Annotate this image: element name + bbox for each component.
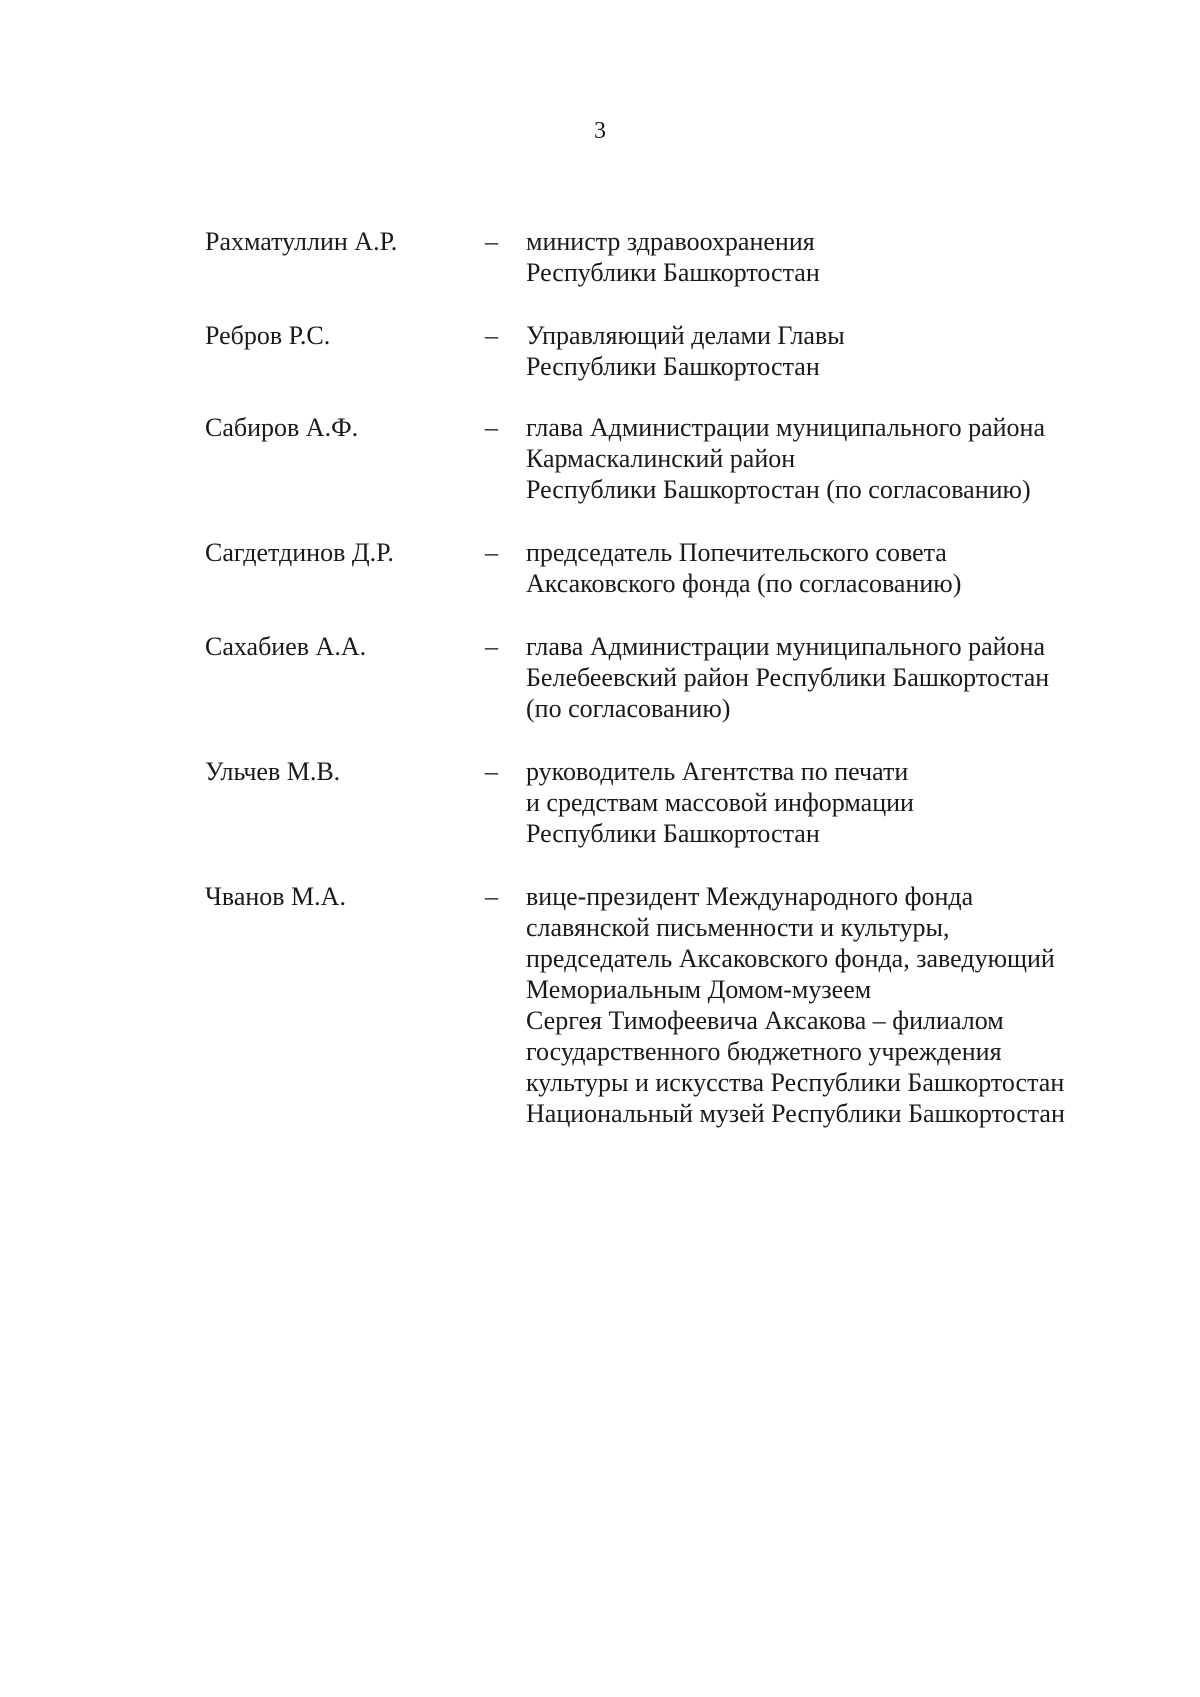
dash-separator: – [485,321,498,350]
member-role [526,756,914,849]
role-line: председатель Попечительского совета [526,538,947,567]
role-line: Аксаковского фонда (по согласованию) [526,569,962,598]
member-role [526,412,1045,505]
role-line: глава Администрации муниципального района [526,632,1045,661]
dash-separator: – [485,632,498,661]
dash-separator: – [485,538,498,567]
role-line: Республики Башкортостан [526,352,820,381]
role-line: государственного бюджетного учреждения [526,1037,1002,1066]
role-line: и средствам массовой информации [526,788,914,817]
dash-separator: – [485,227,498,256]
member-role [526,226,820,288]
role-line: вице-президент Международного фонда [526,882,974,911]
role-line: Белебеевский район Республики Башкортостан [526,663,1050,692]
member-role [526,537,961,599]
member-name: Сагдетдинов Д.Р. [205,538,394,567]
role-line: председатель Аксаковского фонда, заведующий [526,944,1055,973]
role-line: Республики Башкортостан [526,819,820,848]
page-number: 3 [594,118,606,144]
member-role [526,881,1065,1129]
member-name: Ребров Р.С. [205,321,331,350]
dash-separator: – [485,757,498,786]
role-line: Сергея Тимофеевича Аксакова – филиалом [526,1006,1004,1035]
member-name: Рахматуллин А.Р. [205,227,398,256]
member-name: Ульчев М.В. [205,757,341,786]
role-line: Республики Башкортостан [526,258,820,287]
role-line: (по согласованию) [526,694,731,723]
role-line: культуры и искусства Республики Башкортостан [526,1068,1065,1097]
role-line: Кармаскалинский район [526,444,796,473]
member-name: Сабиров А.Ф. [205,413,359,442]
role-line: славянской письменности и культуры, [526,913,950,942]
role-line: Национальный музей Республики Башкортостан [526,1099,1065,1128]
member-role [526,320,845,382]
dash-separator: – [485,413,498,442]
role-line: Управляющий делами Главы [526,321,845,350]
dash-separator: – [485,882,498,911]
role-line: министр здравоохранения [526,227,815,256]
member-name: Сахабиев А.А. [205,632,367,661]
member-role [526,631,1049,724]
member-name: Чванов М.А. [205,882,346,911]
role-line: Мемориальным Домом-музеем [526,975,872,1004]
role-line: руководитель Агентства по печати [526,757,909,786]
role-line: глава Администрации муниципального района [526,413,1045,442]
role-line: Республики Башкортостан (по согласованию) [526,475,1031,504]
